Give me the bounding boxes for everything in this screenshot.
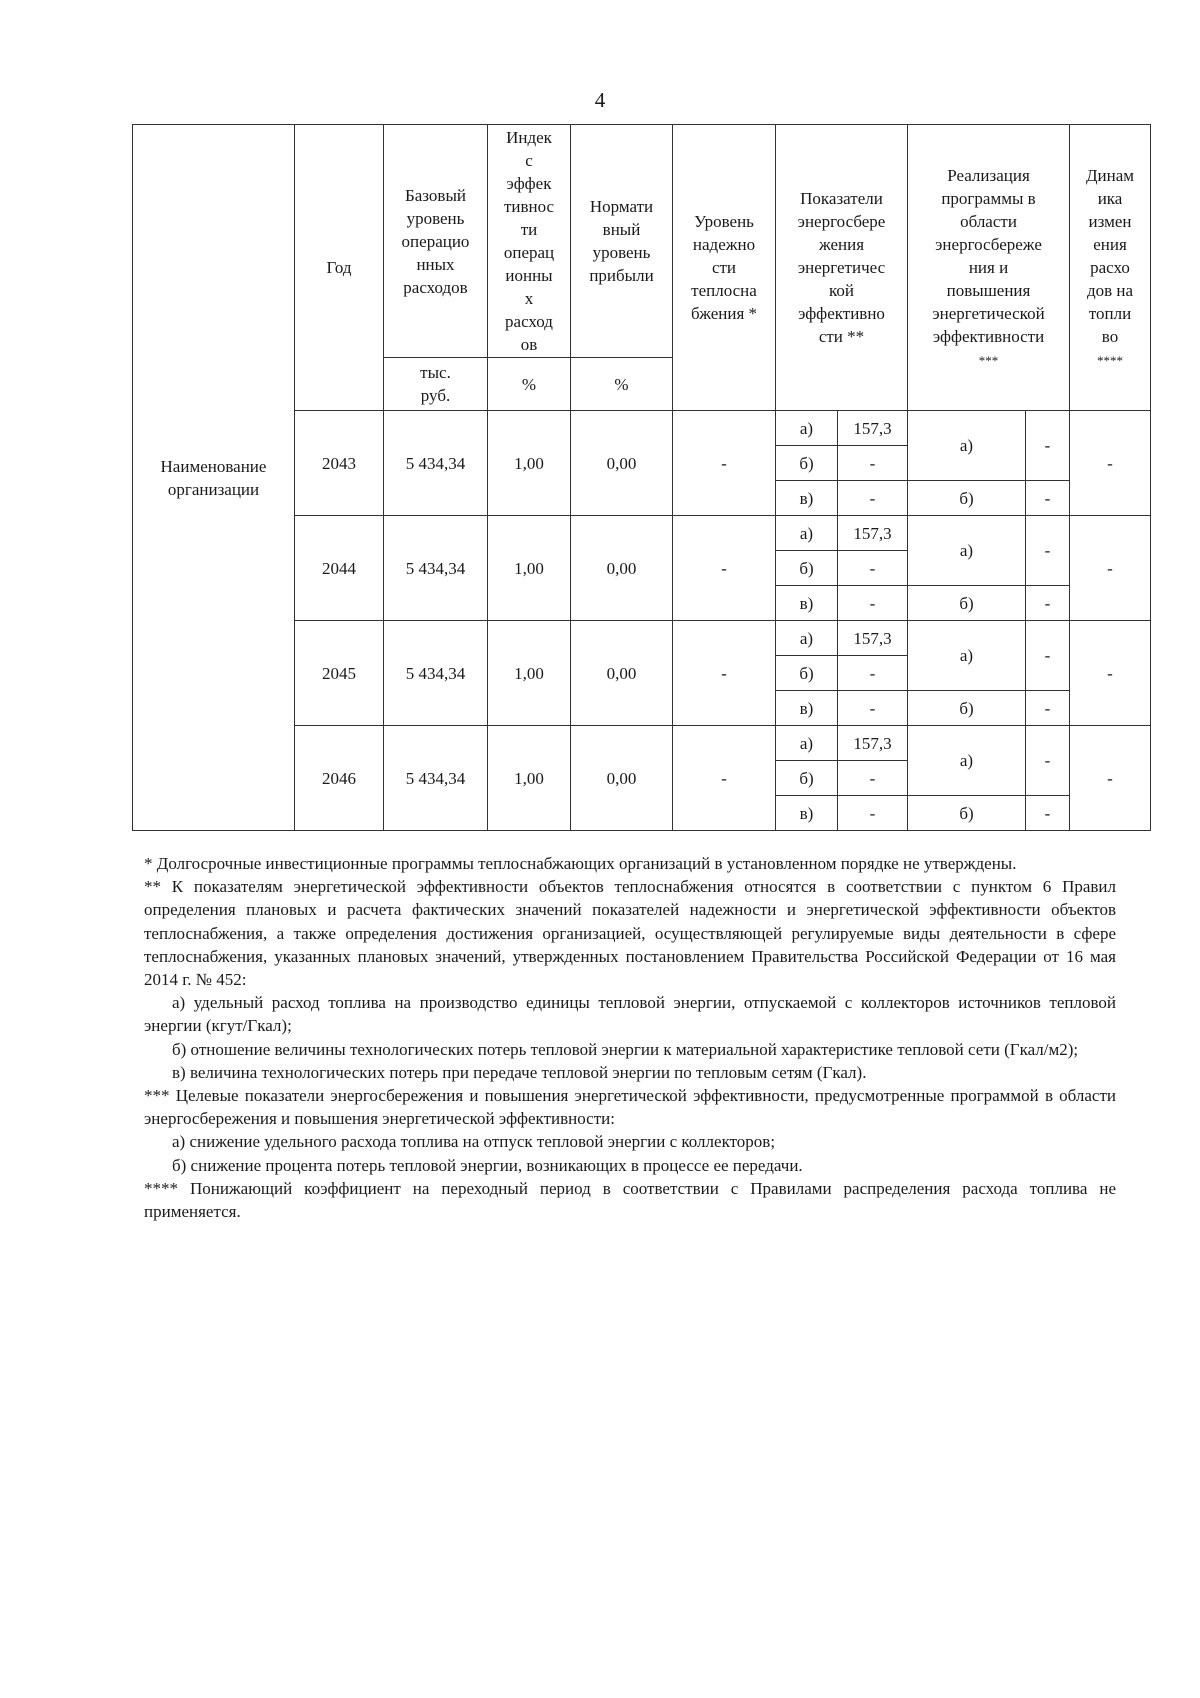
header-program-text: Реализация программы в области энергосбереже ния и повышения энергетической эффективности xyxy=(932,165,1045,346)
cell-year: 2046 xyxy=(295,726,384,831)
cell-profit: 0,00 xyxy=(571,726,673,831)
unit-base: тыс. руб. xyxy=(384,358,488,411)
cell-ind-v-value: - xyxy=(838,586,908,621)
cell-prog-a-value: - xyxy=(1026,411,1070,481)
cell-prog-b-label: б) xyxy=(908,586,1026,621)
header-row xyxy=(133,125,1151,358)
cell-dynamics: - xyxy=(1070,726,1151,831)
cell-ind-a-label: а) xyxy=(776,411,838,446)
cell-base: 5 434,34 xyxy=(384,516,488,621)
cell-ind-a-label: а) xyxy=(776,621,838,656)
cell-reliability: - xyxy=(673,411,776,516)
cell-ind-v-value: - xyxy=(838,481,908,516)
cell-prog-b-label: б) xyxy=(908,481,1026,516)
page-number: 4 xyxy=(594,88,606,112)
header-efficiency-index: Индек с эффек тивнос ти операц ионны х расход ов xyxy=(488,125,571,358)
table-body xyxy=(133,125,1151,831)
cell-prog-b-value: - xyxy=(1026,481,1070,516)
cell-year: 2043 xyxy=(295,411,384,516)
header-base-level: Базовый уровень операцио нных расходов xyxy=(384,125,488,358)
cell-ind-a-value: 157,3 xyxy=(838,411,908,446)
cell-ind-a-label: а) xyxy=(776,516,838,551)
footnote-3-item-b: б) снижение процента потерь тепловой энергии, возникающих в процессе ее передачи. xyxy=(172,1155,803,1175)
cell-ind-b-value: - xyxy=(838,551,908,586)
header-dynamics xyxy=(1070,125,1151,411)
cell-prog-a-label: а) xyxy=(908,621,1026,691)
cell-dynamics: - xyxy=(1070,411,1151,516)
cell-prog-b-value: - xyxy=(1026,586,1070,621)
cell-ind-b-label: б) xyxy=(776,761,838,796)
header-year: Год xyxy=(295,125,384,411)
cell-base: 5 434,34 xyxy=(384,621,488,726)
cell-ind-b-label: б) xyxy=(776,551,838,586)
cell-base: 5 434,34 xyxy=(384,411,488,516)
cell-profit: 0,00 xyxy=(571,411,673,516)
cell-year: 2044 xyxy=(295,516,384,621)
unit-index: % xyxy=(488,358,571,411)
cell-prog-a-label: а) xyxy=(908,516,1026,586)
cell-ind-a-value: 157,3 xyxy=(838,516,908,551)
cell-prog-a-value: - xyxy=(1026,621,1070,691)
cell-prog-a-label: а) xyxy=(908,411,1026,481)
cell-ind-b-value: - xyxy=(838,761,908,796)
footnote-2-item-a: а) удельный расход топлива на производство единицы тепловой энергии, отпускаемой с коллекторов источников тепловой энергии (кгут/Гкал); xyxy=(144,993,1116,1036)
footnote-2: ** К показателям энергетической эффективности объектов теплоснабжения относятся в соответствии с пунктом 6 Правил определения плановых и расчета фактических значений показателей надежности и энергетической эффективности объектов теплоснабжения, а также определения достижения организацией, осуществляющей регулируемые виды деятельности в сфере теплоснабжения, указанных плановых значений, утвержденных постановлением Правительства Российской Федерации от 16 мая 2014 г. № 452: xyxy=(144,877,1116,990)
header-energy-indicators: Показатели энергосбере жения энергетичес кой эффективно сти ** xyxy=(776,125,908,411)
cell-prog-b-value: - xyxy=(1026,796,1070,831)
cell-dynamics: - xyxy=(1070,621,1151,726)
footnote-2-item-b: б) отношение величины технологических потерь тепловой энергии к материальной характеристике тепловой сети (Гкал/м2); xyxy=(172,1039,1079,1059)
footnote-3-item-a: а) снижение удельного расхода топлива на отпуск тепловой энергии с коллекторов; xyxy=(172,1132,776,1152)
footnote-3: *** Целевые показатели энергосбережения и повышения энергетической эффективности, предусмотренные программой в области энергосбережения и повышения энергетической эффективности: xyxy=(144,1086,1116,1129)
footnotes xyxy=(144,852,1116,1223)
indicators-table xyxy=(132,124,1151,831)
cell-reliability: - xyxy=(673,516,776,621)
footnote-2-item-v: в) величина технологических потерь при передаче тепловой энергии по тепловым сетям (Гкал). xyxy=(172,1062,867,1082)
cell-ind-b-label: б) xyxy=(776,656,838,691)
header-org-name: Наименование организации xyxy=(133,125,295,831)
cell-prog-b-value: - xyxy=(1026,691,1070,726)
cell-prog-a-label: а) xyxy=(908,726,1026,796)
cell-prog-b-label: б) xyxy=(908,691,1026,726)
cell-year: 2045 xyxy=(295,621,384,726)
cell-base: 5 434,34 xyxy=(384,726,488,831)
header-dynamics-text: Динам ика измен ения расхо дов на топли во xyxy=(1085,165,1135,346)
cell-ind-v-label: в) xyxy=(776,586,838,621)
cell-ind-a-value: 157,3 xyxy=(838,621,908,656)
cell-profit: 0,00 xyxy=(571,621,673,726)
cell-ind-b-value: - xyxy=(838,656,908,691)
cell-reliability: - xyxy=(673,621,776,726)
cell-index: 1,00 xyxy=(488,411,571,516)
cell-ind-v-value: - xyxy=(838,691,908,726)
cell-ind-v-label: в) xyxy=(776,796,838,831)
cell-profit: 0,00 xyxy=(571,516,673,621)
cell-ind-b-label: б) xyxy=(776,446,838,481)
header-reliability: Уровень надежно сти теплосна бжения * xyxy=(673,125,776,411)
cell-prog-b-label: б) xyxy=(908,796,1026,831)
footnote-1: * Долгосрочные инвестиционные программы теплоснабжающих организаций в установленном порядке не утверждены. xyxy=(144,854,1017,873)
header-program xyxy=(908,125,1070,411)
cell-index: 1,00 xyxy=(488,516,571,621)
cell-ind-a-value: 157,3 xyxy=(838,726,908,761)
cell-ind-v-label: в) xyxy=(776,481,838,516)
unit-profit: % xyxy=(571,358,673,411)
cell-ind-v-value: - xyxy=(838,796,908,831)
cell-ind-a-label: а) xyxy=(776,726,838,761)
header-program-stars: *** xyxy=(978,352,999,368)
cell-prog-a-value: - xyxy=(1026,726,1070,796)
cell-index: 1,00 xyxy=(488,726,571,831)
cell-index: 1,00 xyxy=(488,621,571,726)
cell-dynamics: - xyxy=(1070,516,1151,621)
footnote-4: **** Понижающий коэффициент на переходный период в соответствии с Правилами распределения расхода топлива не применяется. xyxy=(144,1178,1116,1222)
cell-ind-v-label: в) xyxy=(776,691,838,726)
header-profit-level: Нормати вный уровень прибыли xyxy=(571,125,673,358)
header-dynamics-stars: **** xyxy=(1097,352,1124,368)
cell-reliability: - xyxy=(673,726,776,831)
cell-prog-a-value: - xyxy=(1026,516,1070,586)
cell-ind-b-value: - xyxy=(838,446,908,481)
